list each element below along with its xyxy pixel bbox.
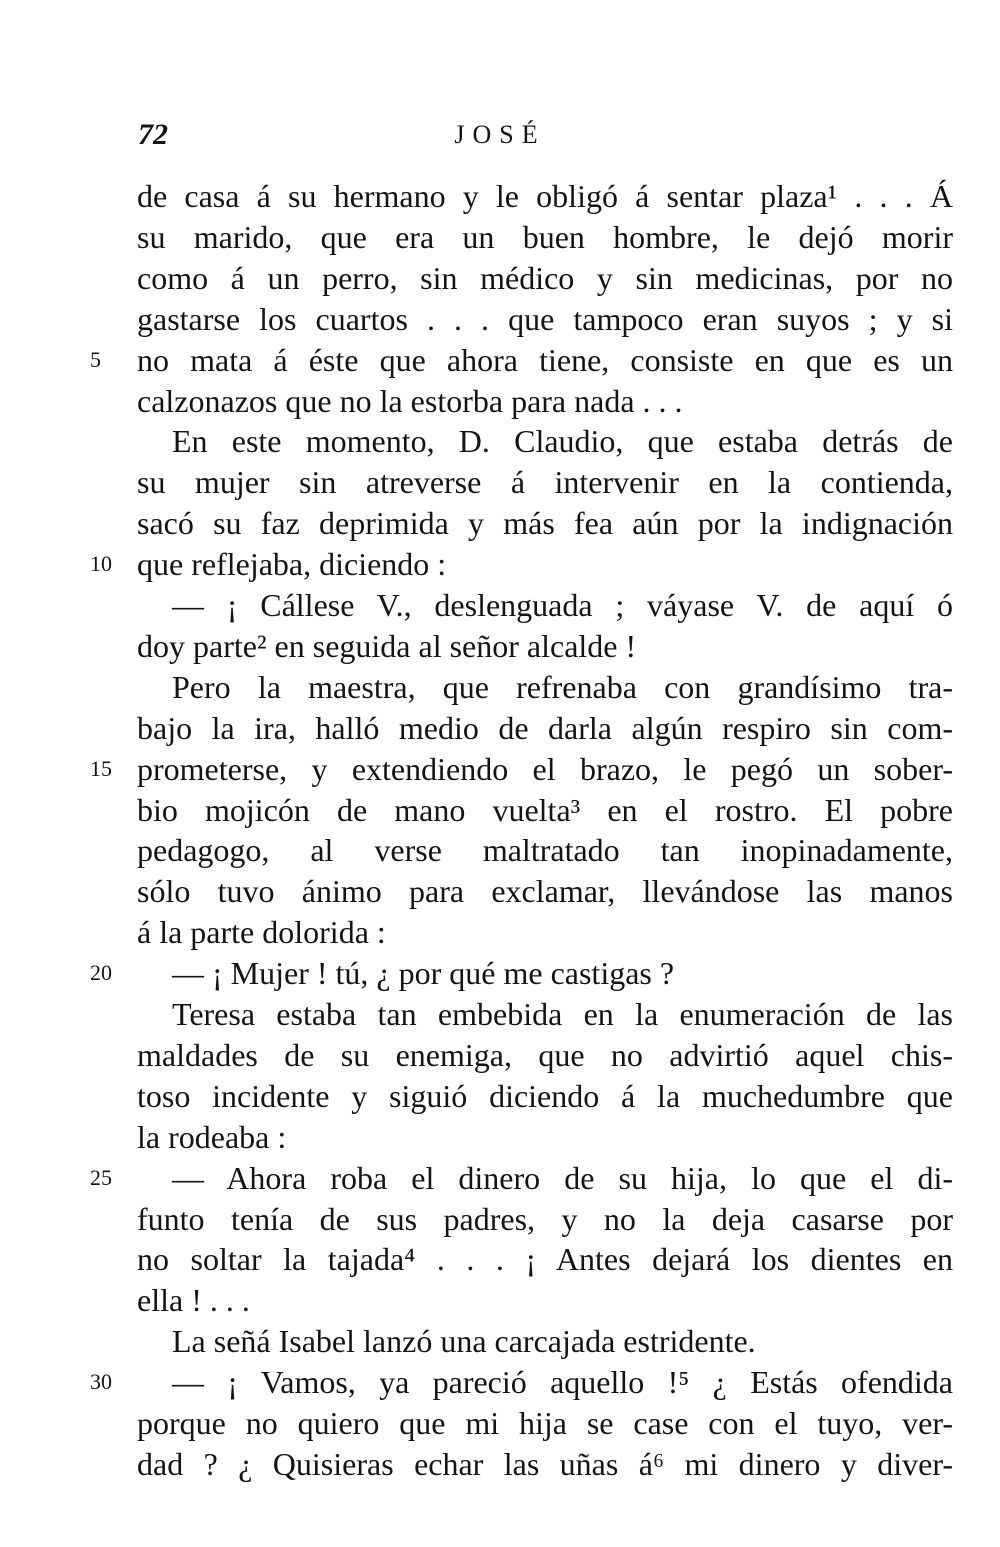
text-line: sacó su faz deprimida y más fea aún por la indignación <box>137 505 953 541</box>
text-line: — ¡ Vamos, ya pareció aquello !⁵ ¿ Estás ofendida <box>172 1364 953 1400</box>
text-line: — ¡ Mujer ! tú, ¿ por qué me castigas ? <box>172 955 675 991</box>
text-line: — Ahora roba el dinero de su hija, lo que el di- <box>172 1160 953 1196</box>
text-line: bajo la ira, halló medio de darla algún respiro sin com- <box>137 710 953 746</box>
text-line: su marido, que era un buen hombre, le dejó morir <box>137 219 953 255</box>
text-line: calzonazos que no la estorba para nada . . . <box>137 383 683 419</box>
text-line: dad ? ¿ Quisieras echar las uñas á⁶ mi dinero y diver- <box>137 1446 953 1482</box>
text-line: doy parte² en seguida al señor alcalde ! <box>137 628 637 664</box>
text-line: bio mojicón de mano vuelta³ en el rostro. El pobre <box>137 792 953 828</box>
line-number: 15 <box>90 756 112 781</box>
text-line: funto tenía de sus padres, y no la deja casarse por <box>137 1201 953 1237</box>
text-line: gastarse los cuartos . . . que tampoco eran suyos ; y si <box>137 301 953 337</box>
page-number: 72 <box>138 118 168 151</box>
text-line: En este momento, D. Claudio, que estaba detrás de <box>172 423 953 459</box>
text-line: que reflejaba, diciendo : <box>137 546 447 582</box>
text-line: no mata á éste que ahora tiene, consiste en que es un <box>137 342 953 378</box>
text-line: la rodeaba : <box>137 1119 287 1155</box>
text-line: La señá Isabel lanzó una carcajada estridente. <box>172 1323 756 1359</box>
text-line: como á un perro, sin médico y sin medicinas, por no <box>137 260 953 296</box>
line-number: 5 <box>90 347 101 372</box>
text-line: prometerse, y extendiendo el brazo, le pegó un sober- <box>137 751 953 787</box>
text-line: — ¡ Cállese V., deslenguada ; váyase V. de aquí ó <box>172 587 953 623</box>
text-line: Pero la maestra, que refrenaba con grandísimo tra- <box>172 669 953 705</box>
line-number: 20 <box>90 960 112 985</box>
text-line: ella ! . . . <box>137 1282 250 1318</box>
line-number: 25 <box>90 1165 112 1190</box>
text-line: porque no quiero que mi hija se case con el tuyo, ver- <box>137 1405 953 1441</box>
text-line: Teresa estaba tan embebida en la enumeración de las <box>172 996 953 1032</box>
line-number: 30 <box>90 1369 112 1394</box>
text-line: toso incidente y siguió diciendo á la muchedumbre que <box>137 1078 953 1114</box>
text-line: su mujer sin atreverse á intervenir en la contienda, <box>137 464 953 500</box>
text-line: de casa á su hermano y le obligó á sentar plaza¹ . . . Á <box>137 178 953 214</box>
text-line: á la parte dolorida : <box>137 914 386 950</box>
text-line: maldades de su enemiga, que no advirtió aquel chis- <box>137 1037 953 1073</box>
line-number: 10 <box>90 551 112 576</box>
text-line: no soltar la tajada⁴ . . . ¡ Antes dejará los dientes en <box>137 1241 953 1277</box>
text-line: pedagogo, al verse maltratado tan inopinadamente, <box>137 832 953 868</box>
running-head: JOSÉ <box>454 120 546 149</box>
text-line: sólo tuvo ánimo para exclamar, llevándose las manos <box>137 873 953 909</box>
